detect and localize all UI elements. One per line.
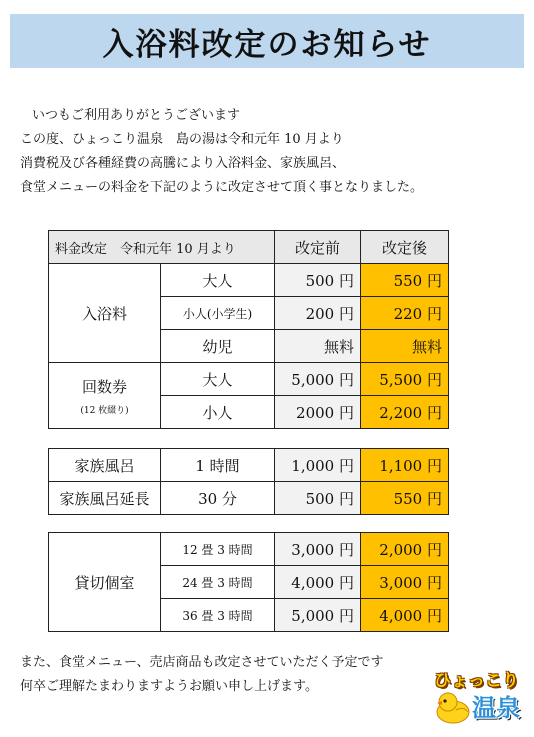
price-before: 1,000 円	[275, 449, 361, 482]
logo-text-line1: ひょっこり	[434, 671, 519, 691]
header-before: 改定前	[275, 231, 361, 264]
table-row	[49, 449, 449, 482]
type-cell: 小人(小学生)	[161, 297, 275, 330]
price-before: 3,000 円	[275, 533, 361, 566]
name-cell: 家族風呂延長	[49, 482, 161, 515]
type-cell: 幼児	[161, 330, 275, 363]
coupon-note: (12 枚綴り)	[80, 405, 129, 416]
price-before: 5,000 円	[275, 599, 361, 632]
type-cell: 大人	[161, 264, 275, 297]
price-after: 4,000 円	[361, 599, 449, 632]
header-after: 改定後	[361, 231, 449, 264]
price-after: 3,000 円	[361, 566, 449, 599]
onsen-logo	[432, 666, 524, 726]
intro-line: この度、ひょっこり温泉 島の湯は令和元年 10 月より	[20, 132, 344, 147]
name-cell: 家族風呂	[49, 449, 161, 482]
fee-table-private-room	[48, 532, 449, 632]
price-after: 550 円	[361, 482, 449, 515]
table-row	[49, 363, 449, 396]
price-after: 220 円	[361, 297, 449, 330]
logo-text-line2: 温泉	[472, 694, 520, 722]
price-before: 5,000 円	[275, 363, 361, 396]
price-before: 500 円	[275, 482, 361, 515]
type-cell: 12 畳 3 時間	[161, 533, 275, 566]
price-after: 1,100 円	[361, 449, 449, 482]
table-row	[49, 533, 449, 566]
intro-text	[20, 104, 423, 200]
duration-cell: 30 分	[161, 482, 275, 515]
price-before: 500 円	[275, 264, 361, 297]
category-coupon	[49, 363, 161, 429]
type-cell: 小人	[161, 396, 275, 429]
table-row	[49, 482, 449, 515]
category-private-room: 貸切個室	[49, 533, 161, 632]
intro-line: 消費税及び各種経費の高騰により入浴料金、家族風呂、	[20, 156, 346, 171]
price-after: 無料	[361, 330, 449, 363]
category-bath-fee: 入浴料	[49, 264, 161, 363]
footer-line: 何卒ご理解たまわりますようお願い申し上げます。	[20, 679, 318, 694]
duration-cell: 1 時間	[161, 449, 275, 482]
fee-table-family-bath	[48, 448, 449, 515]
price-after: 550 円	[361, 264, 449, 297]
price-before: 4,000 円	[275, 566, 361, 599]
footer-line: また、食堂メニュー、売店商品も改定させていただく予定です	[20, 655, 384, 670]
table-header-row	[49, 231, 449, 264]
header-label: 料金改定 令和元年 10 月より	[49, 231, 275, 264]
intro-line: 食堂メニューの料金を下記のように改定させて頂く事となりました。	[20, 180, 424, 195]
title-banner	[10, 14, 524, 68]
price-before: 無料	[275, 330, 361, 363]
coupon-label: 回数券	[81, 377, 127, 396]
price-before: 2000 円	[275, 396, 361, 429]
footer-text	[20, 651, 383, 699]
fee-table-main	[48, 230, 449, 429]
chick-mascot-icon	[434, 690, 472, 724]
type-cell: 大人	[161, 363, 275, 396]
price-before: 200 円	[275, 297, 361, 330]
table-row	[49, 264, 449, 297]
price-after: 5,500 円	[361, 363, 449, 396]
price-after: 2,200 円	[361, 396, 449, 429]
price-after: 2,000 円	[361, 533, 449, 566]
page-title: 入浴料改定のお知らせ	[102, 26, 432, 63]
type-cell: 24 畳 3 時間	[161, 566, 275, 599]
type-cell: 36 畳 3 時間	[161, 599, 275, 632]
intro-line: いつもご利用ありがとうございます	[32, 108, 241, 123]
